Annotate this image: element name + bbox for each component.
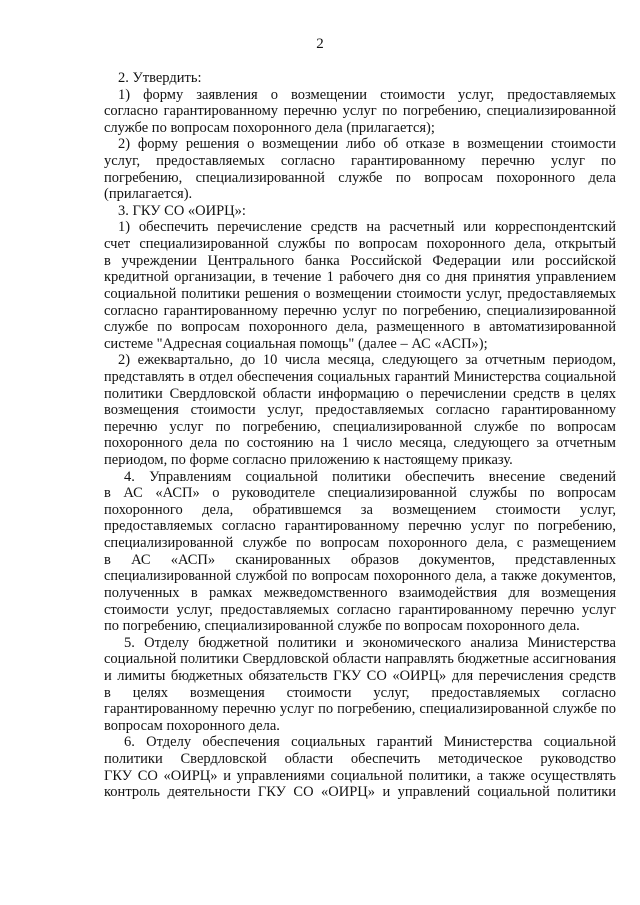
text-line: периодом, по форме согласно приложению к настоящему приказу. xyxy=(104,452,513,469)
text-line: специализированной службе по вопросам похоронного дела, с размещением xyxy=(104,535,616,552)
text-line: по погребению, специализированной службе по вопросам похоронного дела. xyxy=(104,618,580,635)
text-line: услуг, предоставляемых согласно гарантированному перечню услуг по xyxy=(104,153,616,170)
text-line: в АС «АСП» о руководителе специализированной службы по вопросам xyxy=(104,485,616,502)
text-line: политики Свердловской области обеспечить методическое руководство xyxy=(104,750,616,767)
text-line: 4. Управлениям социальной политики обеспечить внесение сведений xyxy=(124,468,616,485)
text-line: в АС «АСП» сканированных образов документов, представленных xyxy=(104,551,616,568)
text-line: согласно гарантированному перечню услуг по погребению, специализированной xyxy=(104,103,616,120)
text-line: специализированной службой по вопросам похоронного дела, а также документов, xyxy=(104,568,616,585)
text-line: системе "Адресная социальная помощь" (далее – АС «АСП»); xyxy=(104,335,488,352)
text-line: перечню услуг по погребению, специализированной службе по вопросам xyxy=(104,418,616,435)
text-line: 3. ГКУ СО «ОИРЦ»: xyxy=(118,202,246,219)
text-line: возмещения стоимости услуг, предоставляемых согласно гарантированному xyxy=(104,402,616,419)
text-line: 2) ежеквартально, до 10 числа месяца, следующего за отчетным периодом, xyxy=(118,352,616,369)
text-line: службе по вопросам похоронного дела, размещенного в автоматизированной xyxy=(104,319,616,336)
text-line: 2) форму решения о возмещении либо об отказе в возмещении стоимости xyxy=(118,136,616,153)
text-line: службе по вопросам похоронного дела (прилагается); xyxy=(104,119,435,136)
text-line: похоронного дела по состоянию на 1 число месяца, следующего за отчетным xyxy=(104,435,616,452)
document-body xyxy=(104,70,616,801)
text-line: социальной политики Свердловской области направлять бюджетные ассигнования xyxy=(104,651,616,668)
text-line: согласно гарантированному перечню услуг по погребению, специализированной xyxy=(104,302,616,319)
text-line: политики Свердловской области информацию о перечислении средств в целях xyxy=(104,385,616,402)
text-line: в учреждении Центрального банка Российской Федерации или российской xyxy=(104,252,616,269)
text-line: социальной политики решения о возмещении стоимости услуг, предоставляемых xyxy=(104,285,616,302)
text-line: 1) обеспечить перечисление средств на расчетный или корреспондентский xyxy=(118,219,616,236)
text-line: ГКУ СО «ОИРЦ» и управлениями социальной политики, а также осуществлять xyxy=(104,767,616,784)
text-line: предоставляемых согласно гарантированному перечню услуг по погребению, xyxy=(104,518,616,535)
text-line: счет специализированной службы по вопросам похоронного дела, открытый xyxy=(104,236,616,253)
text-line: кредитной организации, в течение 1 рабочего дня со дня принятия управлением xyxy=(104,269,616,286)
text-line: 5. Отделу бюджетной политики и экономического анализа Министерства xyxy=(124,634,616,651)
text-line: гарантированному перечню услуг по погребению, специализированной службе по xyxy=(104,701,616,718)
text-line: 2. Утвердить: xyxy=(118,70,202,86)
text-line: и лимиты бюджетных обязательств ГКУ СО «ОИРЦ» для перечисления средств xyxy=(104,667,616,684)
text-line: погребению, специализированной службе по вопросам похоронного дела xyxy=(104,169,616,186)
text-line: похоронного дела, обратившемся за возмещением стоимости услуг, xyxy=(104,501,616,518)
text-line: контроль деятельности ГКУ СО «ОИРЦ» и управлений социальной политики xyxy=(104,784,616,801)
page-number: 2 xyxy=(316,36,324,52)
text-line: в целях возмещения стоимости услуг, предоставляемых согласно xyxy=(104,684,616,701)
text-line: стоимости услуг, предоставляемых согласно гарантированному перечню услуг xyxy=(104,601,616,618)
text-line: 6. Отделу обеспечения социальных гарантий Министерства социальной xyxy=(124,734,616,751)
text-line: вопросам похоронного дела. xyxy=(104,717,280,734)
text-line: представлять в отдел обеспечения социальных гарантий Министерства социальной xyxy=(104,368,616,385)
text-line: (прилагается). xyxy=(104,186,193,203)
text-line: 1) форму заявления о возмещении стоимости услуг, предоставляемых xyxy=(118,86,616,103)
text-line: полученных в рамках межведомственного взаимодействия для возмещения xyxy=(104,584,616,601)
